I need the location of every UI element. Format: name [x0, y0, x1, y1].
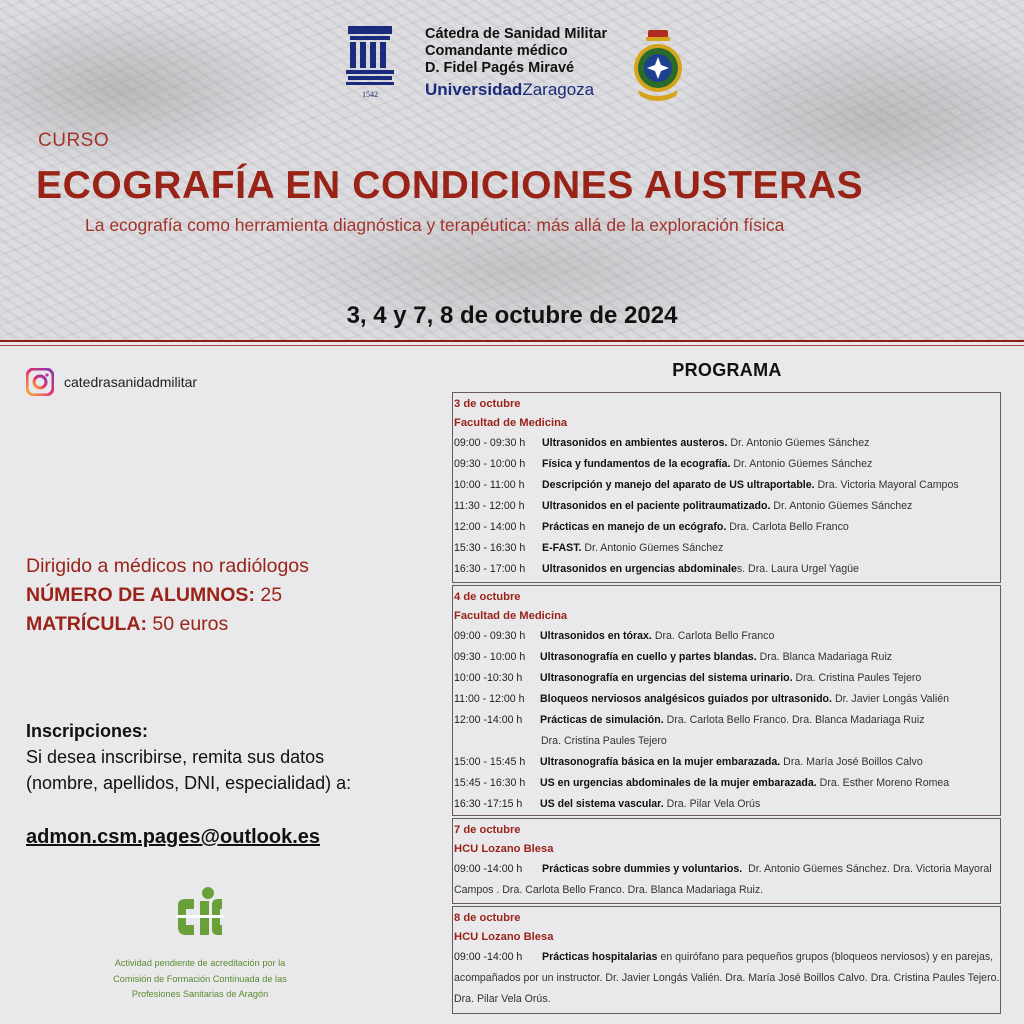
day-date: 7 de octubre: [454, 824, 521, 836]
item-speakers: Dra. María José Boillos Calvo: [783, 756, 923, 768]
program-day-4: [452, 906, 1001, 1014]
item-time: 16:30 - 17:00 h: [454, 563, 526, 575]
item-time: 10:00 -10:30 h: [454, 672, 523, 684]
item-speakers: Dra. Carlota Bello Franco. Dra. Blanca Madariaga Ruiz: [666, 714, 925, 726]
day-date: 8 de octubre: [454, 912, 521, 924]
item-title: Ultrasonografía en urgencias del sistema urinario.: [540, 672, 793, 684]
item-time: 12:00 - 14:00 h: [454, 521, 526, 533]
program-item: [454, 496, 1000, 517]
item-time: 15:45 - 16:30 h: [454, 777, 526, 789]
military-health-shield-emblem: [628, 28, 688, 104]
day-date: 4 de octubre: [454, 591, 521, 603]
item-title: Ultrasonografía en cuello y partes blandas.: [540, 651, 757, 663]
item-title: Descripción y manejo del aparato de US ultraportable.: [542, 479, 815, 491]
accreditation-note: [100, 956, 300, 1003]
inscriptions-block: [26, 718, 351, 796]
item-title: Ultrasonidos en el paciente politraumatizado.: [542, 500, 771, 512]
inscriptions-line: Si desea inscribirse, remita sus datos: [26, 747, 325, 767]
program-day-3: [452, 818, 1001, 904]
item-speakers: Dr. Javier Longás Valién: [834, 693, 949, 705]
item-speakers: Dr. Antonio Güemes Sánchez: [584, 542, 724, 554]
university-zaragoza-logo: [344, 24, 396, 100]
day-place: HCU Lozano Blesa: [454, 931, 554, 943]
item-title: Ultrasonidos en tórax.: [540, 630, 652, 642]
course-dates: 3, 4 y 7, 8 de octubre de 2024: [346, 302, 678, 329]
program-item: [454, 794, 1000, 815]
program-day-1: [452, 392, 1001, 583]
item-speakers: en quirófano para pequeños grupos (bloqueos nerviosos) y en parejas, acompañados por un instructor. Dr. Javier Longás Valién. Dra. María José Boillos Calvo. Dra. Cristina Paules Tejero. Dra. Pilar Vela Orús.: [454, 951, 1000, 1005]
inscriptions-title: Inscripciones:: [26, 721, 149, 741]
fee-label: MATRÍCULA:: [26, 613, 147, 635]
item-speakers: Dr. Antonio Güemes Sánchez: [733, 458, 873, 470]
item-title: Bloqueos nerviosos analgésicos guiados por ultrasonido.: [540, 693, 832, 705]
item-title: US en urgencias abdominales de la mujer embarazada.: [540, 777, 817, 789]
course-details: [26, 552, 309, 639]
program-item: [454, 689, 1000, 710]
item-time: 09:00 - 09:30 h: [454, 630, 526, 642]
university-city: Zaragoza: [522, 80, 595, 99]
day-date: 3 de octubre: [454, 398, 521, 410]
program-item: [454, 626, 1000, 647]
program-title: PROGRAMA: [672, 360, 782, 380]
item-title: Ultrasonografía básica en la mujer embarazada.: [540, 756, 781, 768]
item-title: US del sistema vascular.: [540, 798, 664, 810]
item-speakers: Dra. Esther Moreno Romea: [819, 777, 950, 789]
item-time: 12:00 -14:00 h: [454, 714, 523, 726]
audience-text: Dirigido a médicos no radiólogos: [26, 555, 309, 577]
item-title: Ultrasonidos en urgencias abdominale: [542, 563, 737, 575]
item-title: Prácticas de simulación.: [540, 714, 664, 726]
students-label: NÚMERO DE ALUMNOS:: [26, 584, 255, 606]
item-time: 11:30 - 12:00 h: [454, 500, 525, 512]
item-time: 10:00 - 11:00 h: [454, 479, 525, 491]
students-line: [26, 581, 309, 610]
program-item: [454, 947, 1000, 1010]
accreditation-line: Actividad pendiente de acreditación por la: [114, 958, 286, 968]
program-item-continuation: [454, 731, 1000, 752]
university-name: [425, 80, 594, 100]
program-item: [454, 517, 1000, 538]
day-place: Facultad de Medicina: [454, 610, 568, 622]
header-divider-thin: [0, 345, 1024, 346]
fee-value: 50 euros: [146, 613, 229, 635]
program-item: [454, 710, 1000, 731]
program-item: [454, 859, 1000, 901]
accreditation-line: Profesiones Sanitarias de Aragón: [131, 989, 269, 999]
program-item: [454, 773, 1000, 794]
item-speakers: Dra. Victoria Mayoral Campos: [817, 479, 959, 491]
cfc-accreditation-logo: [172, 885, 228, 943]
item-time: 09:00 - 09:30 h: [454, 437, 526, 449]
item-speakers: Dra. Cristina Paules Tejero: [795, 672, 922, 684]
program-day-2: [452, 585, 1001, 816]
program-item: [454, 454, 1000, 475]
item-title: E-FAST.: [542, 542, 582, 554]
item-time: 11:00 - 12:00 h: [454, 693, 525, 705]
item-title: Prácticas hospitalarias: [542, 951, 658, 963]
accreditation-line: Comisión de Formación Continuada de las: [113, 973, 287, 984]
catedra-line: Comandante médico: [425, 43, 568, 59]
course-kicker: CURSO: [38, 130, 110, 151]
instagram-link[interactable]: [26, 368, 197, 396]
item-speakers: Dr. Antonio Güemes Sánchez: [730, 437, 870, 449]
item-time: 09:30 - 10:00 h: [454, 458, 526, 470]
program-item: [454, 475, 1000, 496]
item-title: Prácticas en manejo de un ecógrafo.: [542, 521, 727, 533]
students-value: 25: [254, 584, 283, 606]
day-place: Facultad de Medicina: [454, 417, 568, 429]
item-title: Ultrasonidos en ambientes austeros.: [542, 437, 728, 449]
program-item: [454, 433, 1000, 454]
item-time: 09:00 -14:00 h: [454, 951, 523, 963]
item-time: 09:30 - 10:00 h: [454, 651, 526, 663]
item-title: Prácticas sobre dummies y voluntarios.: [542, 863, 743, 875]
item-speakers: Dra. Pilar Vela Orús: [666, 798, 761, 810]
program-item: [454, 752, 1000, 773]
instagram-icon: [26, 368, 54, 396]
item-time: 15:00 - 15:45 h: [454, 756, 526, 768]
catedra-line: D. Fidel Pagés Miravé: [425, 60, 575, 76]
program-item: [454, 538, 1000, 559]
item-speakers-continued: Dra. Cristina Paules Tejero: [541, 735, 667, 747]
day-place: HCU Lozano Blesa: [454, 843, 554, 855]
uz-logo-year: 1542: [362, 90, 378, 99]
item-speakers: Dra. Carlota Bello Franco: [654, 630, 775, 642]
item-speakers: Dr. Antonio Güemes Sánchez: [773, 500, 913, 512]
item-title: Física y fundamentos de la ecografía.: [542, 458, 731, 470]
header-divider: [0, 340, 1024, 342]
catedra-name: [425, 26, 607, 77]
item-time: 15:30 - 16:30 h: [454, 542, 526, 554]
course-title: ECOGRAFÍA EN CONDICIONES AUSTERAS: [36, 164, 864, 207]
program-item: [454, 559, 1000, 580]
item-speakers: Dr. Antonio Güemes Sánchez. Dra. Victoria Mayoral Campos . Dra. Carlota Bello Franco. Dra. Blanca Madariaga Ruiz.: [454, 863, 992, 896]
catedra-line: Cátedra de Sanidad Militar: [425, 26, 608, 42]
contact-email-link[interactable]: admon.csm.pages@outlook.es: [26, 826, 321, 848]
fee-line: [26, 610, 309, 639]
university-bold: Universidad: [425, 80, 523, 99]
instagram-handle: catedrasanidadmilitar: [64, 374, 198, 390]
program-item: [454, 647, 1000, 668]
item-speakers: Dra. Carlota Bello Franco: [729, 521, 849, 533]
item-time: 09:00 -14:00 h: [454, 863, 523, 875]
item-time: 16:30 -17:15 h: [454, 798, 523, 810]
item-speakers: Dra. Blanca Madariaga Ruiz: [759, 651, 893, 663]
course-subtitle: La ecografía como herramienta diagnóstica y terapéutica: más allá de la exploración física: [85, 215, 785, 235]
inscriptions-line: (nombre, apellidos, DNI, especialidad) a:: [26, 773, 352, 793]
program-item: [454, 668, 1000, 689]
item-speakers: s. Dra. Laura Urgel Yagüe: [736, 563, 859, 575]
